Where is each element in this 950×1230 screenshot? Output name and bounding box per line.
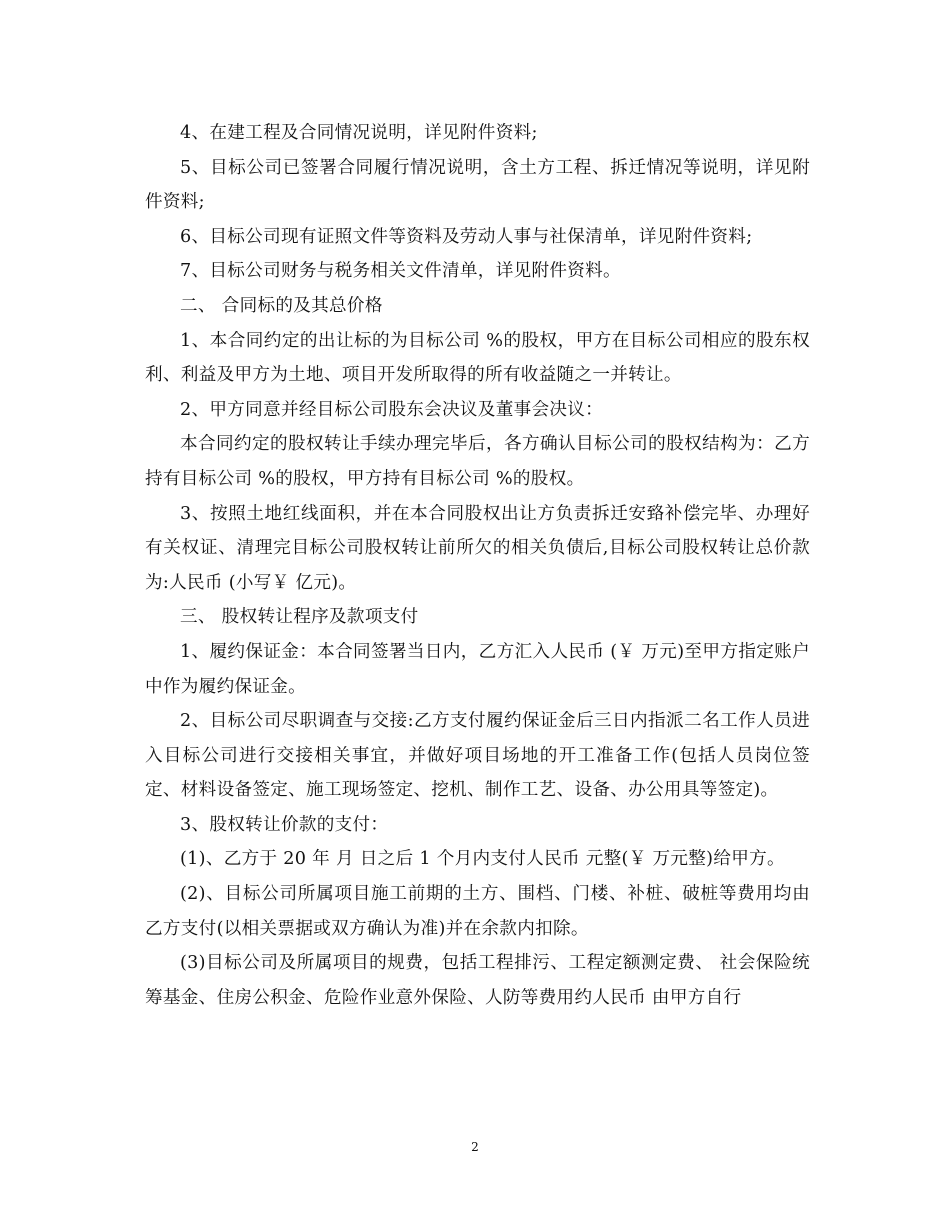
sub-clause-1: (1)、乙方于 20 年 月 日之后 1 个月内支付人民币 元整(￥ 万元整)给甲方。 [180,849,785,870]
body-text [145,116,810,1015]
clause-3-3: 3、股权转让价款的支付： [180,814,389,835]
clause-2-2: 2、甲方同意并经目标公司股东会决议及董事会决议： [180,399,604,420]
section-heading-2: 二、 合同标的及其总价格 [180,295,383,316]
clause-3-2: 2、目标公司尽职调查与交接:乙方支付履约保证金后三日内指派二名工作人员进入目标公司进行交接相关事宜，并做好项目场地的开工准备工作(包括人员岗位签定、材料设备签定、施工现场签定、挖机、制作工艺、设备、办公用具等签定)。 [145,711,810,801]
paragraph-item-6: 6、目标公司现有证照文件等资料及劳动人事与社保清单，详见附件资料; [180,226,753,247]
paragraph-item-7: 7、目标公司财务与税务相关文件清单，详见附件资料。 [180,261,621,282]
clause-2-3: 3、按照土地红线面积，并在本合同股权出让方负责拆迁安臵补偿完毕、办理好有关权证、清理完目标公司股权转让前所欠的相关负债后,目标公司股权转让总价款为:人民币 (小写￥ 亿元)。 [145,503,810,593]
page-number: 2 [471,1140,479,1154]
clause-3-1: 1、履约保证金：本合同签署当日内，乙方汇入人民币 (￥ 万元)至甲方指定账户中作为履约保证金。 [145,641,810,697]
paragraph-item-4: 4、在建工程及合同情况说明，详见附件资料; [180,123,538,143]
sub-clause-3: (3)目标公司及所属项目的规费，包括工程排污、工程定额测定费、 社会保险统筹基金、住房公积金、危险作业意外保险、人防等费用约人民币 由甲方自行 [145,953,810,1008]
paragraph-item-5: 5、目标公司已签署合同履行情况说明，含土方工程、拆迁情况等说明，详见附件资料; [145,157,810,213]
section-heading-3: 三、 股权转让程序及款项支付 [180,607,419,628]
clause-2-1: 1、本合同约定的出让标的为目标公司 %的股权，甲方在目标公司相应的股东权利、利益及甲方为土地、项目开发所取得的所有收益随之一并转让。 [145,330,810,386]
equity-structure-paragraph: 本合同约定的股权转让手续办理完毕后，各方确认目标公司的股权结构为：乙方持有目标公司 %的股权，甲方持有目标公司 %的股权。 [145,434,810,489]
sub-clause-2: (2)、目标公司所属项目施工前期的土方、围档、门楼、补桩、破桩等费用均由乙方支付(以相关票据或双方确认为准)并在余款内扣除。 [145,884,810,939]
